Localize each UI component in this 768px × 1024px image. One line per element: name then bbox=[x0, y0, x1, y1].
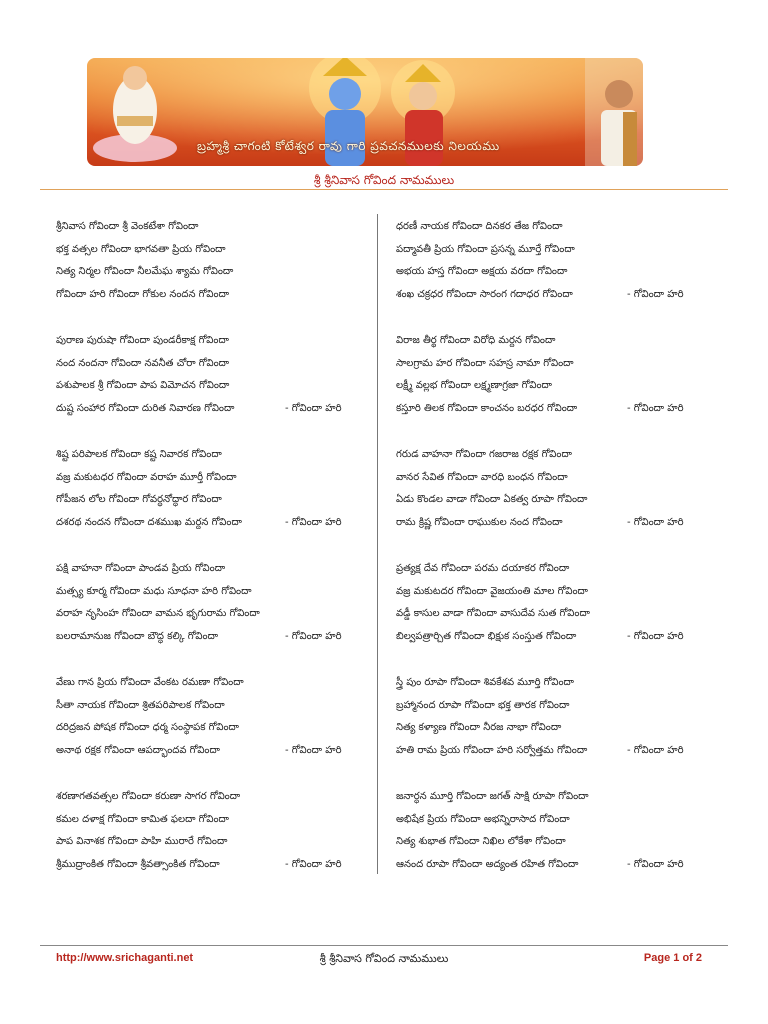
verse-line bbox=[56, 330, 374, 353]
verse-line bbox=[56, 558, 374, 581]
right-column bbox=[396, 216, 736, 900]
refrain-text: - గోవిందా హరి bbox=[285, 516, 342, 528]
verse-line bbox=[56, 239, 374, 262]
verse-line bbox=[396, 444, 736, 467]
verse-line bbox=[396, 603, 736, 626]
verse-line bbox=[56, 581, 374, 604]
verse-text: విరాజ తీర్థ గోవిందా విరోధి మర్దన గోవిందా bbox=[396, 335, 556, 346]
verse-line bbox=[396, 786, 736, 809]
verse-line bbox=[56, 375, 374, 398]
footer-link[interactable]: http://www.srichaganti.net bbox=[56, 952, 194, 964]
verse-line bbox=[56, 512, 374, 535]
verse-line bbox=[396, 512, 736, 535]
verse-text: పురాణ పురుషా గోవిందా పుండరీకాక్ష గోవిందా bbox=[56, 335, 229, 346]
refrain-text: - గోవిందా హరి bbox=[285, 744, 342, 756]
verse-text: వానర సేవిత గోవిందా వారధి బంధన గోవిందా bbox=[396, 471, 568, 483]
verse-line bbox=[56, 786, 374, 809]
verse-line bbox=[396, 489, 736, 512]
verse-line bbox=[396, 695, 736, 718]
verse-text: దరిద్రజన పోషక గోవిందా ధర్మ సంస్థాపక గోవిందా bbox=[56, 722, 239, 733]
verse-text: ఆనంద రూపా గోవిందా అద్యంత రహిత గోవిందా bbox=[396, 858, 579, 870]
verse-text: వేణు గాన ప్రియ గోవిందా వేంకట రమణా గోవిందా bbox=[56, 677, 244, 688]
verse-line bbox=[396, 581, 736, 604]
verse-text: నంద నందనా గోవిందా నవనీత చోరా గోవిందా bbox=[56, 357, 230, 369]
verse-line bbox=[396, 330, 736, 353]
verse-text: వరాహ నృసింహ గోవిందా వామన భృగురామ గోవిందా bbox=[56, 608, 260, 619]
stanza bbox=[56, 444, 374, 534]
refrain-text: - గోవిందా హరి bbox=[627, 516, 684, 528]
verse-text: కస్తూరి తిలక గోవిందా కాంచనం బరధర గోవిందా bbox=[396, 402, 578, 414]
verse-text: స్త్రీ పుం రూపా గోవిందా శివకేశవ మూర్తి గోవిందా bbox=[396, 677, 574, 688]
verse-line bbox=[56, 467, 374, 490]
stanza bbox=[396, 330, 736, 420]
verse-line bbox=[56, 626, 374, 649]
left-column bbox=[56, 216, 374, 900]
verse-line bbox=[396, 558, 736, 581]
verse-line bbox=[396, 672, 736, 695]
verse-text: జనార్ధన మూర్తి గోవిందా జగత్ సాక్షి రూపా గోవిందా bbox=[396, 791, 589, 802]
verse-line bbox=[396, 375, 736, 398]
verse-text: నిత్య కళ్యాణ గోవిందా నీరజ నాభా గోవిందా bbox=[396, 722, 562, 733]
verse-text: సాలగ్రామ హర గోవిందా సహస్ర నామా గోవిందా bbox=[396, 357, 574, 369]
verse-text: నిత్య నిర్మల గోవిందా నీలమేఘ శ్యామ గోవిందా bbox=[56, 266, 234, 277]
stanza bbox=[56, 330, 374, 420]
verse-text: గరుడ వాహనా గోవిందా గజరాజ రక్షక గోవిందా bbox=[396, 449, 572, 460]
stanza bbox=[396, 444, 736, 534]
stanza bbox=[396, 216, 736, 306]
footer-divider bbox=[40, 945, 728, 946]
verse-text: బ్రహ్మానంద రూపా గోవిందా భక్త తారక గోవిందా bbox=[396, 699, 570, 711]
verse-line bbox=[396, 239, 736, 262]
verse-text: పద్మావతీ ప్రియ గోవిందా ప్రసన్న మూర్తే గోవిందా bbox=[396, 243, 575, 255]
verse-line bbox=[396, 284, 736, 307]
stanza bbox=[396, 558, 736, 648]
verse-text: వడ్డీ కాసుల వాడా గోవిందా వాసుదేవ సుత గోవిందా bbox=[396, 608, 590, 619]
verse-text: రామ క్రిష్ణ గోవిందా రాఘుకుల నంద గోవిందా bbox=[396, 516, 563, 528]
verse-text: హతి రామ ప్రియ గోవిందా హరి సర్వోత్తమ గోవిందా bbox=[396, 744, 588, 756]
refrain-text: - గోవిందా హరి bbox=[627, 402, 684, 414]
verse-text: శరణాగతవత్సల గోవిందా కరుణా సాగర గోవిందా bbox=[56, 791, 241, 802]
verse-text: దశరథ నందన గోవిందా దశముఖ మర్దన గోవిందా bbox=[56, 516, 242, 528]
verse-line bbox=[396, 467, 736, 490]
verse-line bbox=[396, 809, 736, 832]
verse-text: శ్రీనివాస గోవిందా శ్రీ వెంకటేశా గోవిందా bbox=[56, 221, 199, 232]
verse-line bbox=[396, 831, 736, 854]
verse-line bbox=[396, 717, 736, 740]
refrain-text: - గోవిందా హరి bbox=[285, 630, 342, 642]
stanza bbox=[56, 216, 374, 306]
stanza bbox=[396, 786, 736, 876]
verse-line bbox=[56, 353, 374, 376]
verse-text: అభయ హస్త గోవిందా అక్షయ వరదా గోవిందా bbox=[396, 266, 568, 277]
verse-text: బిల్వపత్రార్చిత గోవిందా భిక్షుక సంస్తుత గోవిందా bbox=[396, 630, 577, 642]
header-banner bbox=[87, 58, 643, 166]
verse-text: కమల దళాక్ష గోవిందా కామిత ఫలదా గోవిందా bbox=[56, 813, 229, 825]
verse-text: గోపీజన లోల గోవిందా గోవర్ధనోద్ధార గోవిందా bbox=[56, 494, 222, 505]
verse-line bbox=[56, 216, 374, 239]
verse-text: ధరణీ నాయక గోవిందా దినకర తేజ గోవిందా bbox=[396, 221, 563, 232]
verse-line bbox=[396, 398, 736, 421]
verse-text: మత్స్య కూర్మ గోవిందా మధు సూధనా హరి గోవిందా bbox=[56, 585, 252, 597]
verse-text: ఏడు కొండల వాడా గోవిందా ఏకత్వ రూపా గోవిందా bbox=[396, 494, 588, 505]
refrain-text: - గోవిందా హరి bbox=[285, 858, 342, 870]
verse-line bbox=[56, 261, 374, 284]
verse-text: గోవిందా హరి గోవిందా గోకుల నందన గోవిందా bbox=[56, 288, 229, 300]
verse-line bbox=[56, 740, 374, 763]
verse-text: సీతా నాయక గోవిందా శ్రితపరిపాలక గోవిందా bbox=[56, 699, 225, 711]
verse-line bbox=[56, 672, 374, 695]
stanza bbox=[56, 558, 374, 648]
verse-text: భక్త వత్సల గోవిందా భాగవతా ప్రియ గోవిందా bbox=[56, 243, 226, 255]
verse-line bbox=[56, 603, 374, 626]
column-divider bbox=[377, 214, 378, 874]
verse-text: పక్షి వాహనా గోవిందా పాండవ ప్రియ గోవిందా bbox=[56, 563, 226, 574]
page-title: శ్రీ శ్రీనివాస గోవింద నామములు bbox=[313, 173, 455, 187]
verse-text: వజ్ర మకుటధర గోవిందా వరాహ మూర్తీ గోవిందా bbox=[56, 471, 237, 483]
verse-line bbox=[396, 854, 736, 877]
stanza bbox=[396, 672, 736, 762]
verse-text: అనాథ రక్షక గోవిందా ఆపద్భాందవ గోవిందా bbox=[56, 744, 220, 756]
verse-line bbox=[396, 216, 736, 239]
refrain-text: - గోవిందా హరి bbox=[627, 858, 684, 870]
verse-line bbox=[396, 261, 736, 284]
refrain-text: - గోవిందా హరి bbox=[627, 744, 684, 756]
footer-title: శ్రీ శ్రీనివాస గోవింద నామములు bbox=[319, 952, 449, 965]
stanza bbox=[56, 672, 374, 762]
refrain-text: - గోవిందా హరి bbox=[627, 630, 684, 642]
verse-line bbox=[56, 398, 374, 421]
verse-line bbox=[56, 831, 374, 854]
verse-text: పశుపాలక శ్రీ గోవిందా పాప విమోచన గోవిందా bbox=[56, 380, 230, 391]
stanza bbox=[56, 786, 374, 876]
refrain-text: - గోవిందా హరి bbox=[285, 402, 342, 414]
verse-text: వజ్ర మకుటదర గోవిందా వైజయంతి మాల గోవిందా bbox=[396, 585, 588, 597]
page-number: Page 1 of 2 bbox=[643, 952, 702, 964]
verse-line bbox=[56, 809, 374, 832]
verse-text: శ్రీముద్రాంకిత గోవిందా శ్రీవత్సాంకిత గోవిందా bbox=[56, 858, 220, 870]
verse-text: అభిషేక ప్రియ గోవిందా అభన్నిరాసాద గోవిందా bbox=[396, 813, 570, 825]
verse-line bbox=[396, 353, 736, 376]
verse-line bbox=[56, 444, 374, 467]
verse-text: శిష్ట పరిపాలక గోవిందా కష్ట నివారక గోవిందా bbox=[56, 449, 222, 460]
verse-text: పాప వినాశక గోవిందా పాహి మురారే గోవిందా bbox=[56, 836, 228, 847]
verse-line bbox=[56, 854, 374, 877]
verse-text: ప్రత్యక్ష దేవ గోవిందా పరమ దయాకర గోవిందా bbox=[396, 563, 570, 574]
verse-line bbox=[56, 717, 374, 740]
banner-caption: బ్రహ్మశ్రీ చాగంటి కోటేశ్వర రావు గారి ప్రవచనములకు నిలయము bbox=[197, 138, 500, 153]
verse-text: బలరామానుజ గోవిందా బౌద్ధ కల్కి గోవిందా bbox=[56, 630, 219, 642]
verse-line bbox=[396, 626, 736, 649]
verse-text: శంఖ చక్రధర గోవిందా సారంగ గదాధర గోవిందా bbox=[396, 288, 573, 300]
verse-text: దుష్ట సంహార గోవిందా దురిత నివారణ గోవిందా bbox=[56, 402, 235, 414]
verse-line bbox=[56, 489, 374, 512]
verse-line bbox=[56, 695, 374, 718]
title-divider bbox=[40, 189, 728, 190]
verse-text: లక్ష్మీ వల్లభ గోవిందా లక్ష్మణాగ్రజా గోవిందా bbox=[396, 380, 552, 391]
verse-line bbox=[56, 284, 374, 307]
verse-text: నిత్య శుభాత గోవిందా నిఖిల లోకేశా గోవిందా bbox=[396, 836, 566, 847]
refrain-text: - గోవిందా హరి bbox=[627, 288, 684, 300]
verse-line bbox=[396, 740, 736, 763]
